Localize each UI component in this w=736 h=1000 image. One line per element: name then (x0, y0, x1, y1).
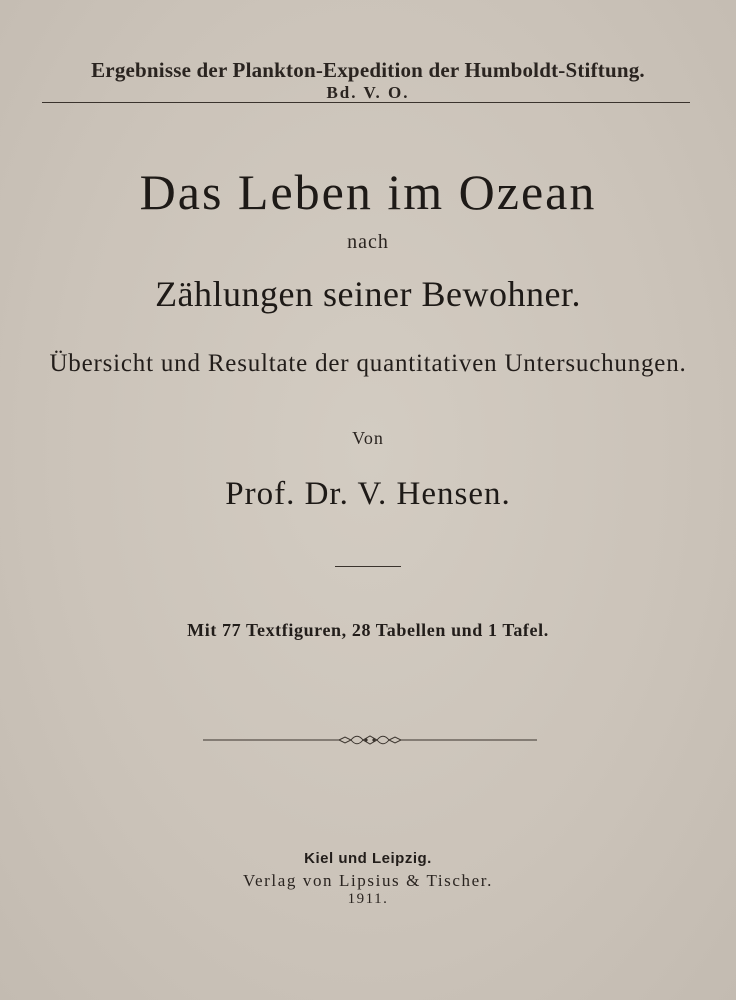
series-title: Ergebnisse der Plankton-Expedition der Humboldt-Stiftung. (91, 58, 645, 82)
title-connector: nach (347, 231, 389, 253)
author-prefix: Von (352, 428, 384, 448)
book-subtitle: Zählungen seiner Bewohner. (155, 274, 581, 314)
book-description: Übersicht und Resultate der quantitativen Untersuchungen. (49, 350, 687, 377)
author-name: Prof. Dr. V. Hensen. (225, 476, 511, 512)
imprint-place: Kiel und Leipzig. (304, 850, 432, 867)
ornamental-rule-icon (203, 734, 537, 746)
header-rule (42, 102, 690, 103)
volume-number: Bd. V. O. (326, 83, 410, 102)
imprint-publisher: Verlag von Lipsius & Tischer. (243, 871, 493, 890)
separator-rule (335, 566, 401, 567)
imprint-year: 1911. (347, 891, 389, 907)
book-title: Das Leben im Ozean (139, 164, 597, 220)
contents-note: Mit 77 Textfiguren, 28 Tabellen und 1 Tafel. (187, 620, 549, 640)
